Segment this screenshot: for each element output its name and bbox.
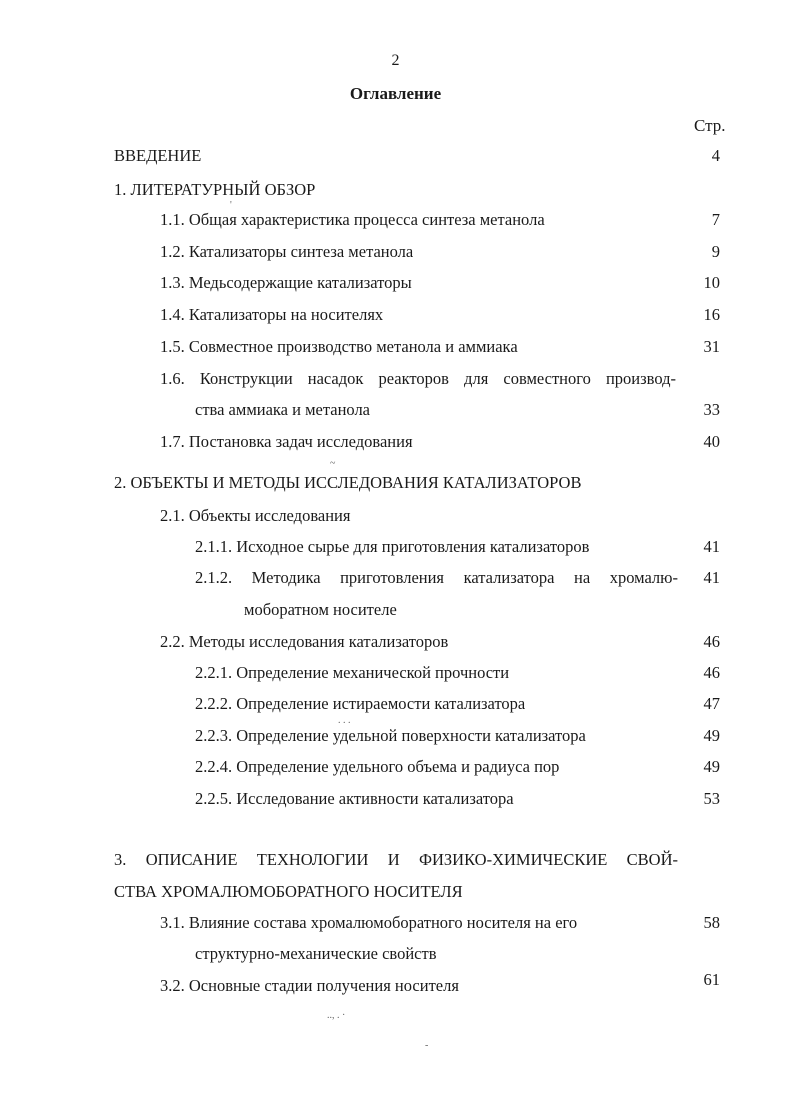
toc-entry-page: 53 [703,789,720,808]
toc-entry-page: 49 [703,757,720,776]
toc-chapter-3-line2: СТВА ХРОМАЛЮМОБОРАТНОГО НОСИТЕЛЯ [114,882,463,901]
toc-entry-label: 2.2.2. Определение истираемости катализатора [195,694,526,713]
toc-entry-label-line2: моборатном носителе [244,600,397,619]
toc-entry-label: 1.4. Катализаторы на носителях [160,305,384,324]
toc-entry-page: 46 [703,663,720,682]
toc-entry-label: 1.5. Совместное производство метанола и аммиака [160,337,518,356]
toc-entry-label: 2.2.3. Определение удельной поверхности катализатора [195,726,586,745]
toc-entry-page: 61 [703,970,720,989]
toc-entry-label: 2.1.1. Исходное сырье для приготовления катализаторов [195,537,590,556]
toc-entry-page: 4 [711,146,720,165]
toc-entry-page: 33 [703,400,720,419]
toc-entry-label: 2.2.4. Определение удельного объема и радиуса пор [195,757,560,776]
toc-entry-page: 47 [703,694,720,713]
toc-entry-label: 1.2. Катализаторы синтеза метанола [160,242,414,261]
toc-entry-label-line1: 2.1.2. Методика приготовления катализатора на хромалю- [195,568,678,587]
scan-speck: ~ [330,458,336,469]
toc-entry-label-line1: 1.6. Конструкции насадок реакторов для совместного производ- [160,369,676,388]
toc-entry-page: 16 [703,305,720,324]
toc-entry-label-line2: ства аммиака и метанола [195,400,371,419]
scan-speck: . . . [338,715,351,726]
toc-entry-page: 46 [703,632,720,651]
toc-entry-page: 10 [703,273,720,292]
scan-speck: - [425,1040,429,1051]
scan-speck: .., . · [327,1010,346,1021]
toc-entry-label-line2: структурно-механические свойств [195,944,437,963]
toc-entry-page: 9 [711,242,720,261]
toc-entry-label: 1.7. Постановка задач исследования [160,432,413,451]
toc-entry-page: 40 [703,432,720,451]
page-column-label: Стр. [694,116,726,135]
toc-chapter-1-heading[interactable]: 1. ЛИТЕРАТУРНЫЙ ОБЗОР [114,180,316,199]
toc-entry-label: 1.3. Медьсодержащие катализаторы [160,273,412,292]
toc-entry-page: 49 [703,726,720,745]
toc-chapter-3-line1: 3. ОПИСАНИЕ ТЕХНОЛОГИИ И ФИЗИКО-ХИМИЧЕСКИЕ СВОЙ- [114,850,678,869]
scan-speck: ' [230,200,232,211]
toc-entry-page: 7 [711,210,720,229]
toc-entry-page: 31 [703,337,720,356]
toc-entry-page: 41 [703,568,720,587]
page-number: 2 [391,52,400,69]
toc-entry-label: 3.2. Основные стадии получения носителя [160,976,459,995]
toc-entry-label: 1.1. Общая характеристика процесса синтеза метанола [160,210,545,229]
toc-entry-label: 2.2.1. Определение механической прочности [195,663,510,682]
toc-entry-page: 58 [703,913,720,932]
toc-entry-label: 2.2.5. Исследование активности катализатора [195,789,514,808]
toc-entry-label: ВВЕДЕНИЕ [114,146,202,165]
toc-section-2-1-heading[interactable]: 2.1. Объекты исследования [160,506,351,525]
toc-entry-page: 41 [703,537,720,556]
toc-chapter-2-heading[interactable]: 2. ОБЪЕКТЫ И МЕТОДЫ ИССЛЕДОВАНИЯ КАТАЛИЗАТОРОВ [114,473,582,492]
page-title: Оглавление [349,84,442,103]
toc-entry-label-line1: 3.1. Влияние состава хромалюмоборатного носителя на его [160,913,578,932]
toc-section-2-2-heading: 2.2. Методы исследования катализаторов [160,632,449,651]
